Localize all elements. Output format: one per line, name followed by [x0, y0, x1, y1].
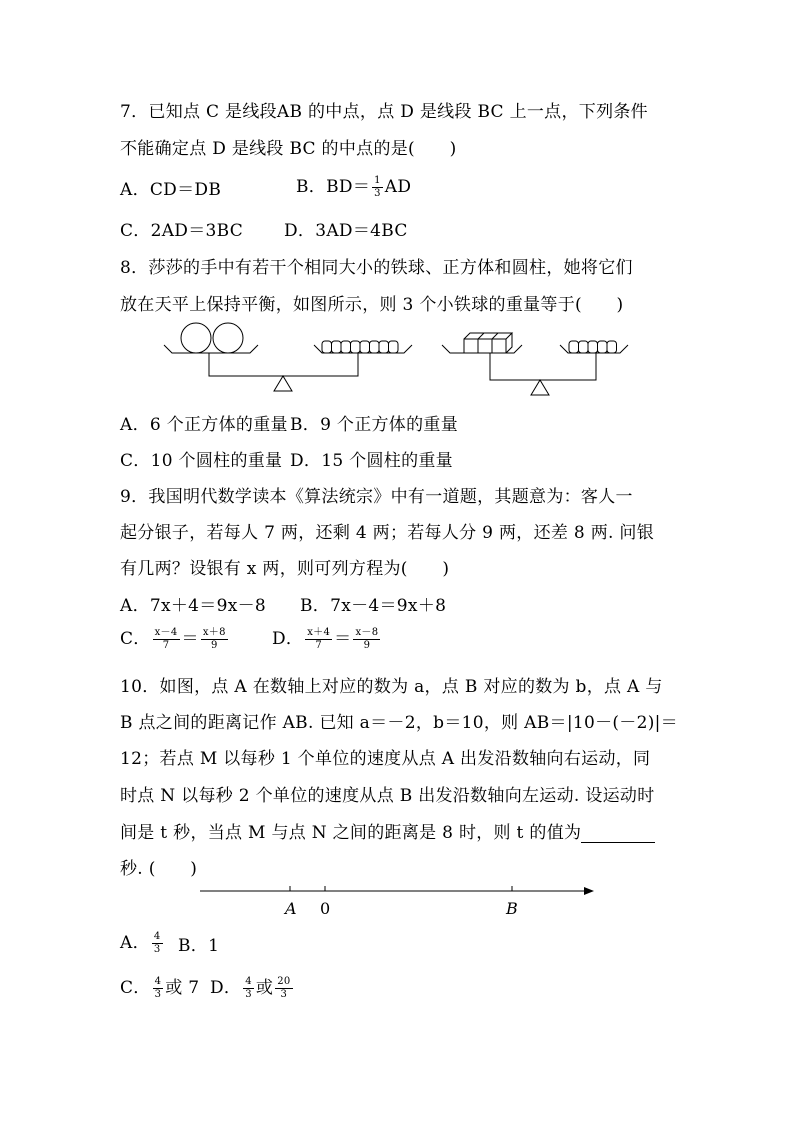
q8-option-c: C．10 个圆柱的重量 [120, 451, 283, 471]
axis-label-0: 0 [320, 899, 331, 918]
q10-line5-text: 间是 t 秒，当点 M 与点 N 之间的距离是 8 时，则 t 的值为 [120, 823, 582, 843]
frac-denominator: 7 [162, 640, 170, 651]
frac-numerator: 4 [153, 931, 161, 942]
q7-option-a: A．CD＝DB [120, 180, 222, 200]
q8-option-d: D．15 个圆柱的重量 [290, 451, 453, 471]
frac-numerator: x－8 [355, 627, 379, 638]
q10-option-b: B．1 [178, 936, 220, 956]
q8-option-a: A．6 个正方体的重量 [120, 415, 288, 435]
q9-line2: 起分银子，若每人 7 两，还剩 4 两；若每人分 9 两，还差 8 两. 问银 [120, 523, 655, 543]
frac-denominator: 3 [245, 989, 252, 1000]
axis-label-b: B [506, 899, 518, 918]
axis-arrow [584, 887, 594, 895]
q10-line1: 10．如图，点 A 在数轴上对应的数为 a，点 B 对应的数为 b，点 A 与 [120, 677, 663, 697]
q10-option-a-frac [152, 931, 163, 956]
frac-denominator: 3 [280, 989, 288, 1000]
frac-denominator: 9 [363, 640, 371, 651]
equals-sign: ＝ [181, 629, 199, 649]
q10-line6: 秒. ( ) [120, 859, 198, 879]
q7-option-b-den: 3 [374, 188, 381, 199]
q10-option-c [120, 973, 199, 1001]
frac-numerator: 4 [154, 976, 162, 987]
q9-line3: 有几两？设银有 x 两，则可列方程为( ) [120, 559, 450, 579]
q10-line3: 12；若点 M 以每秒 1 个单位的速度从点 A 出发沿数轴向右运动，同 [120, 749, 651, 769]
frac-numerator: x＋4 [307, 627, 331, 638]
frac-denominator: 3 [153, 944, 161, 955]
q9-option-d-label: D． [272, 629, 304, 649]
q10-option-c-label: C． [120, 978, 151, 998]
axis-label-a: A [285, 899, 297, 918]
q7-option-b-num: 1 [374, 175, 381, 186]
q9-line1: 9．我国明代数学读本《算法统宗》中有一道题，其题意为：客人一 [120, 487, 633, 507]
q9-option-c-label: C． [120, 629, 151, 649]
q9-option-b: B．7x－4＝9x＋8 [300, 596, 447, 616]
q7-option-b-suffix: AD [384, 177, 412, 197]
q10-option-c-suffix: 或 7 [165, 978, 200, 998]
q7-option-c: C．2AD＝3BC [120, 221, 244, 241]
q7-line1: 7．已知点 C 是线段AB 的中点，点 D 是线段 BC 上一点，下列条件 [120, 102, 648, 122]
equals-sign: ＝ [334, 629, 352, 649]
frac-denominator: 7 [315, 640, 323, 651]
q10-option-c-frac [153, 976, 164, 1001]
q8-option-b: B．9 个正方体的重量 [290, 415, 459, 435]
q10-line2: B 点之间的距离记作 AB. 已知 a＝－2，b＝10，则 AB＝|10－(－2)|＝ [120, 713, 678, 733]
q10-option-d-or: 或 [255, 978, 274, 998]
frac-numerator: 20 [277, 976, 291, 987]
q10-option-a [120, 928, 165, 956]
q7-option-b-prefix: B．BD＝ [296, 177, 371, 197]
q10-option-d [210, 973, 295, 1001]
q10-option-a-label: A． [120, 933, 150, 953]
q8-line1: 8．莎莎的手中有若干个相同大小的铁球、正方体和圆柱，她将它们 [120, 258, 633, 278]
q10-option-d-frac2 [275, 976, 292, 1001]
q7-line2: 不能确定点 D 是线段 BC 的中点的是( ) [120, 139, 457, 159]
q8-line2: 放在天平上保持平衡，如图所示，则 3 个小铁球的重量等于( ) [120, 295, 624, 315]
frac-numerator: x＋8 [202, 627, 226, 638]
frac-denominator: 9 [210, 640, 218, 651]
q9-option-a: A．7x＋4＝9x－8 [120, 596, 267, 616]
q7-option-d: D．3AD＝4BC [284, 221, 408, 241]
q10-option-d-frac1 [243, 976, 254, 1001]
frac-numerator: x－4 [154, 627, 178, 638]
frac-numerator: 4 [245, 976, 252, 987]
frac-denominator: 3 [154, 989, 162, 1000]
q10-option-d-label: D． [210, 978, 242, 998]
q10-line4: 时点 N 以每秒 2 个单位的速度从点 B 出发沿数轴向左运动. 设运动时 [120, 786, 655, 806]
